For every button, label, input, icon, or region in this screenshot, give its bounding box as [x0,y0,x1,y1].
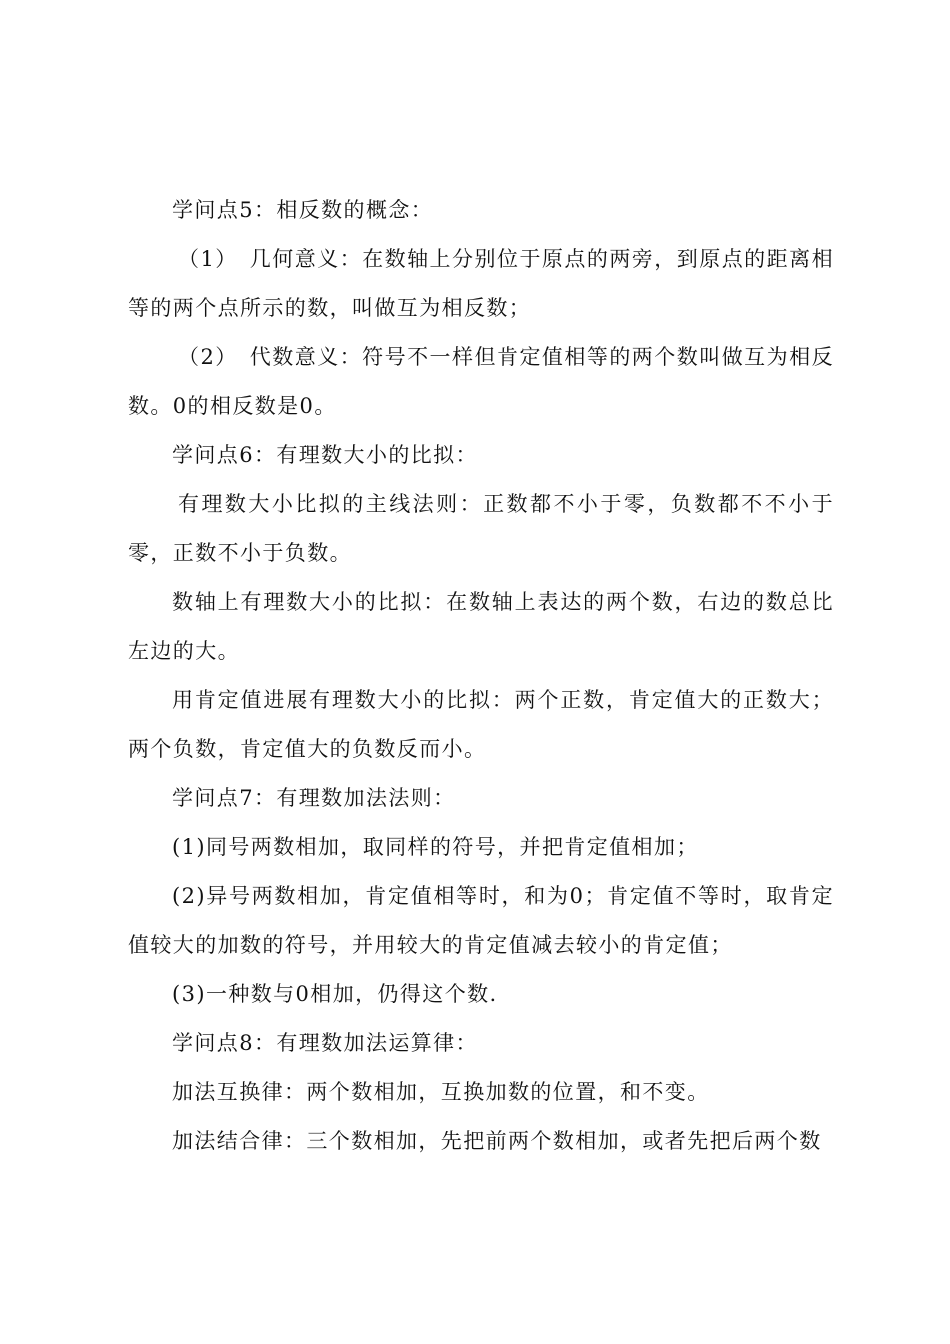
section-heading-8: 学问点8：有理数加法运算律： [172,1031,478,1055]
paragraph-addition-rule-3: (3)一种数与0相加，仍得这个数. [172,982,498,1006]
paragraph-associative-law: 加法结合律：三个数相加，先把前两个数相加，或者先把后两个数 [172,1129,822,1153]
paragraph-addition-rule-2: (2)异号两数相加，肯定值相等时，和为0；肯定值不等时，取肯定值较大的加数的符号，并用较大的肯定值减去较小的肯定值； [128,884,834,957]
section-heading-5: 学问点5：相反数的概念： [172,198,434,222]
paragraph-geometric-meaning: （1） 几何意义：在数轴上分别位于原点的两旁，到原点的距离相等的两个点所示的数，叫做互为相反数； [128,247,834,320]
section-heading-6: 学问点6：有理数大小的比拟： [172,443,478,467]
document-body [128,186,834,1166]
paragraph-absolute-value-comparison: 用肯定值进展有理数大小的比拟：两个正数，肯定值大的正数大；两个负数，肯定值大的负数反而小。 [128,688,834,761]
paragraph-commutative-law: 加法互换律：两个数相加，互换加数的位置，和不变。 [172,1080,710,1104]
paragraph-comparison-rule: 有理数大小比拟的主线法则：正数都不小于零，负数都不不小于零，正数不小于负数。 [128,492,834,565]
section-heading-7: 学问点7：有理数加法法则： [172,786,456,810]
paragraph-algebraic-meaning: （2） 代数意义：符号不一样但肯定值相等的两个数叫做互为相反数。0的相反数是0。 [128,345,834,418]
paragraph-addition-rule-1: (1)同号两数相加，取同样的符号，并把肯定值相加； [172,835,699,859]
paragraph-number-line-comparison: 数轴上有理数大小的比拟：在数轴上表达的两个数，右边的数总比左边的大。 [128,590,834,663]
